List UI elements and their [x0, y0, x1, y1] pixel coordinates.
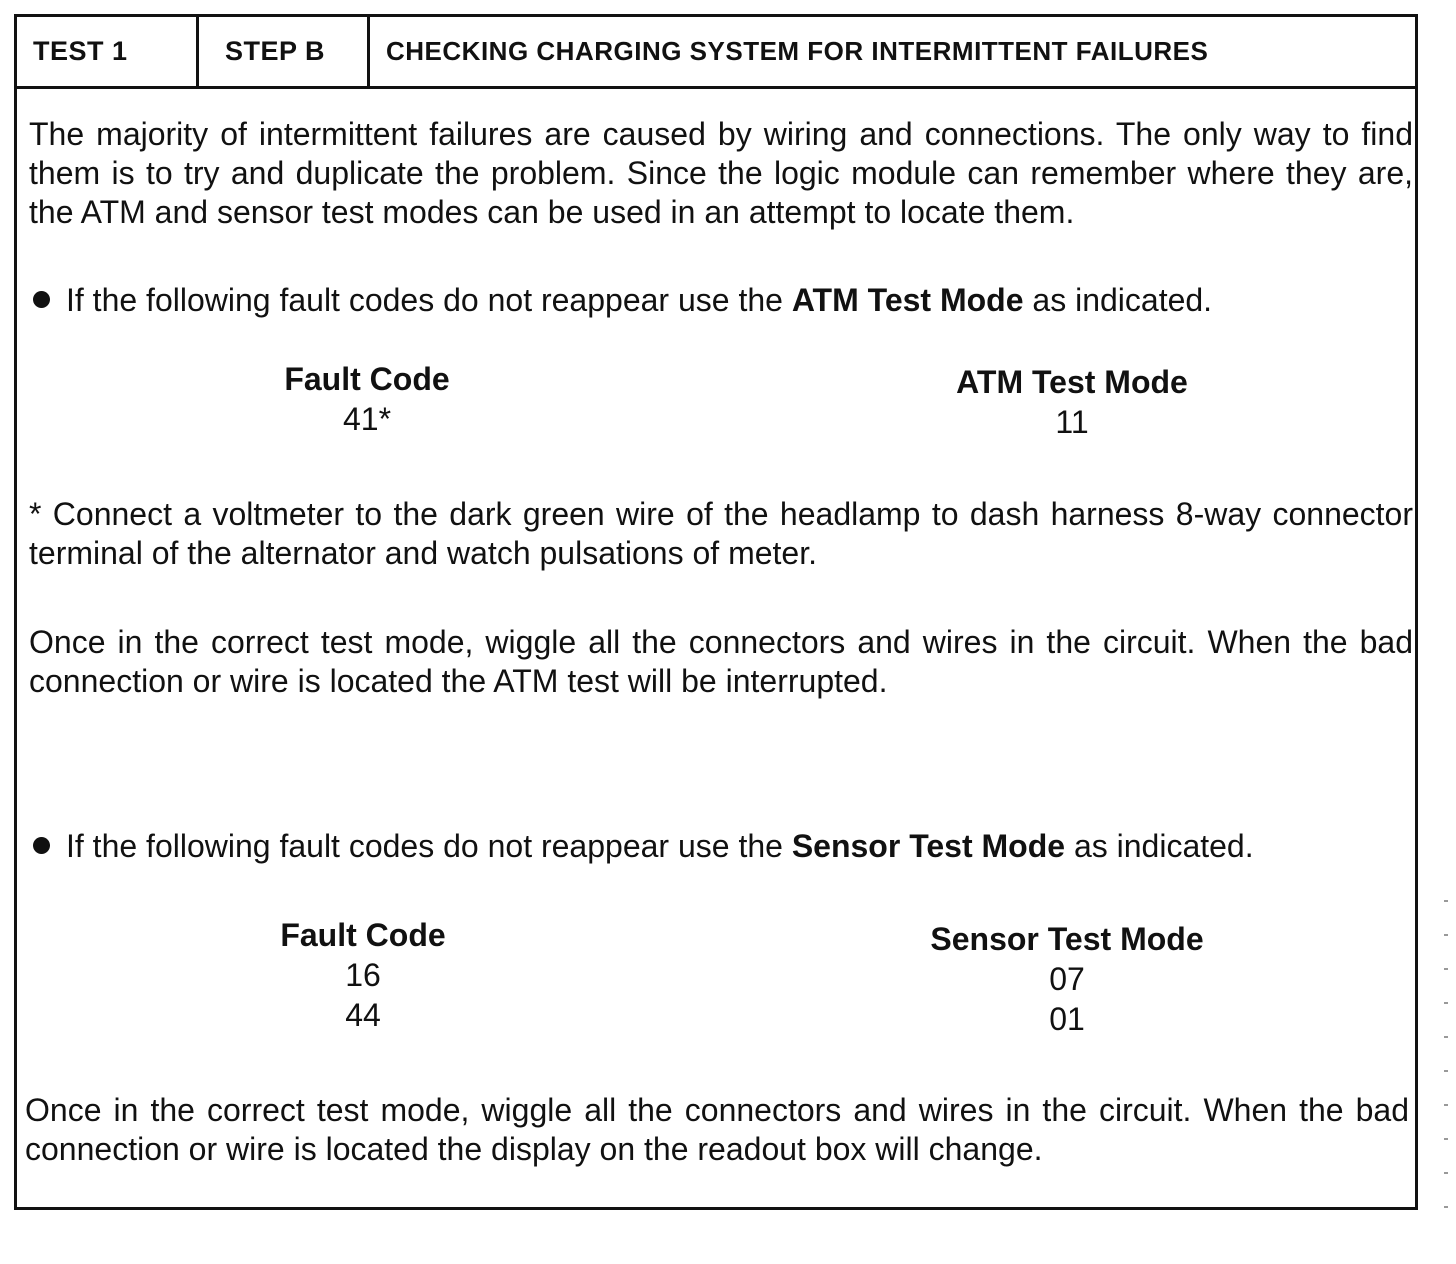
- sensor-mode-value: 01: [1049, 1001, 1085, 1037]
- sensor-mode-value: 07: [1049, 961, 1085, 997]
- sensor-fault-code-header: Fault Code: [280, 917, 446, 953]
- bullet-icon: [33, 291, 50, 308]
- atm-instruction: Once in the correct test mode, wiggle all the connectors and wires in the circuit. When the bad connection or wire is located the ATM test will be interrupted.: [29, 624, 1413, 699]
- sensor-instruction: Once in the correct test mode, wiggle all the connectors and wires in the circuit. When the bad connection or wire is located the display on the readout box will change.: [25, 1092, 1409, 1167]
- atm-bullet-suffix: as indicated.: [1023, 282, 1213, 318]
- sensor-fault-code-value: 44: [345, 997, 381, 1033]
- sensor-bullet-suffix: as indicated.: [1065, 828, 1254, 864]
- bullet-icon: [33, 837, 50, 854]
- atm-mode-header: ATM Test Mode: [956, 364, 1188, 400]
- atm-bullet: [29, 281, 1419, 320]
- sensor-mode-header: Sensor Test Mode: [930, 921, 1204, 957]
- atm-bullet-prefix: If the following fault codes do not reappear use the: [66, 282, 792, 318]
- atm-fault-code-value: 41*: [342, 401, 392, 437]
- sensor-fault-code-column: [213, 915, 513, 1035]
- intro-paragraph: The majority of intermittent failures are caused by wiring and connections. The only way to find them is to try and duplicate the problem. Since the logic module can remember where they are, the ATM and sensor test modes can be used in an attempt to locate them.: [29, 116, 1413, 230]
- sensor-mode-column: [897, 919, 1237, 1039]
- atm-fault-code-header: Fault Code: [284, 361, 450, 397]
- atm-footnote: * Connect a voltmeter to the dark green wire of the headlamp to dash harness 8-way connector terminal of the alternator and watch pulsations of meter.: [29, 496, 1413, 571]
- atm-fault-code-column: [217, 359, 517, 439]
- scan-edge-marks: [1444, 900, 1448, 1240]
- atm-bullet-emphasis: ATM Test Mode: [791, 282, 1024, 318]
- test-number-cell: TEST 1: [17, 17, 199, 86]
- procedure-title: CHECKING CHARGING SYSTEM FOR INTERMITTENT FAILURES: [386, 36, 1209, 66]
- step-label-cell: STEP B: [199, 17, 370, 86]
- sensor-bullet-emphasis: Sensor Test Mode: [791, 828, 1066, 864]
- procedure-header: [17, 17, 1415, 89]
- sensor-fault-code-value: 16: [345, 957, 381, 993]
- sensor-bullet-prefix: If the following fault codes do not reappear use the: [66, 828, 792, 864]
- procedure-box: [14, 14, 1418, 1210]
- atm-mode-column: [897, 362, 1247, 442]
- sensor-bullet: [29, 827, 1419, 866]
- atm-mode-value: 11: [1055, 404, 1089, 440]
